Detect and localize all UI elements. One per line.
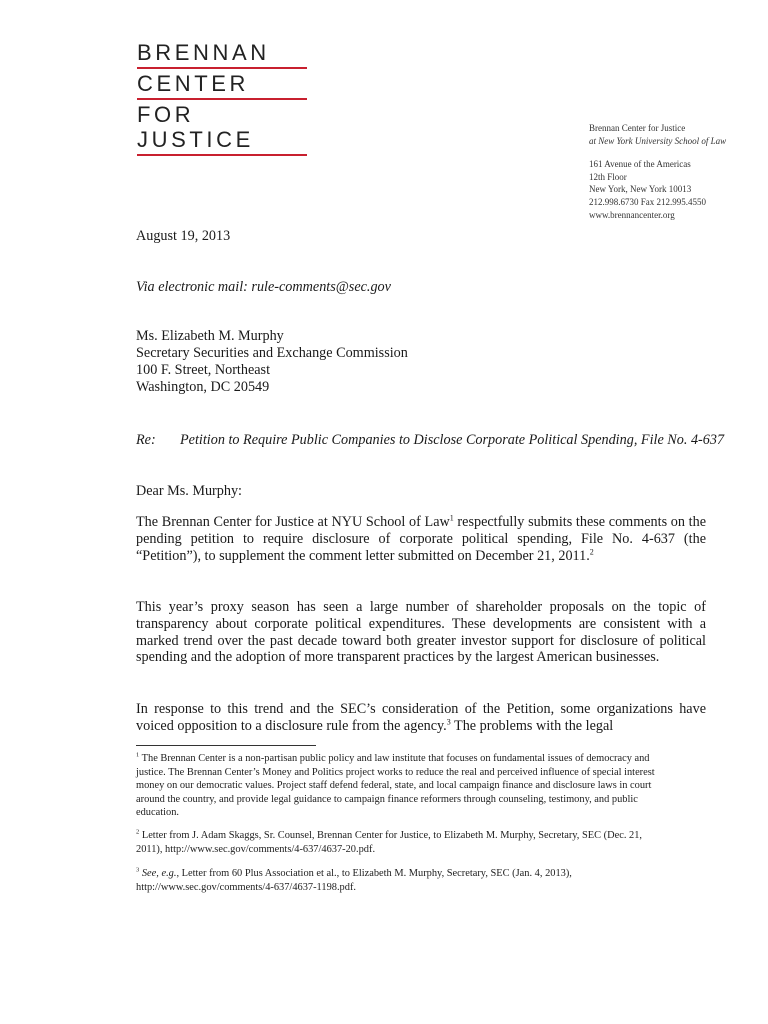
recipient-line: Secretary Securities and Exchange Commission (136, 345, 408, 361)
logo-line-1: BRENNAN (137, 40, 270, 65)
logo-line-2: CENTER (137, 71, 250, 96)
footnote-ref-1: 1 (449, 513, 454, 523)
subject-label: Re: (136, 432, 156, 448)
letterhead-address-line-1: 161 Avenue of the Americas (589, 159, 691, 170)
footnote-3 (136, 867, 656, 894)
footnote-text: The Brennan Center is a non-partisan public policy and law institute that focuses on fundamental issues of democracy and justice. The Brennan Center’s Money and Politics project works to reduce the real and perceived influence of special interest money on our democratic values. Project staff defend federal, state, and local campaign finance and disclosure laws in court around the country, and provide legal guidance to campaign finance reformers through counseling, testimony, and public education. (136, 753, 655, 819)
delivery-method: Via electronic mail: rule-comments@sec.gov (136, 279, 391, 295)
paragraph-1 (136, 514, 706, 564)
footnote-number: 2 (136, 828, 140, 836)
subject-line (136, 432, 724, 449)
logo-rule (137, 98, 307, 100)
footnote-text: Letter from J. Adam Skaggs, Sr. Counsel, Brennan Center for Justice, to Elizabeth M. Murphy, Secretary, SEC (Dec. 21, 2011), http://www.sec.gov/comments/4-637/4637-20.pdf. (136, 830, 643, 855)
footnote-number: 3 (136, 866, 140, 874)
letterhead-address (589, 122, 726, 221)
paragraph-2: This year’s proxy season has seen a large number of shareholder proposals on the topic of transparency about corporate political expenditures. These developments are consistent with a marked trend over the past decade toward both greater investor support for disclosure of political spending and the adoption of more transparent practices by the largest American businesses. (136, 599, 706, 666)
letter-date: August 19, 2013 (136, 228, 231, 244)
paragraph-text: respectfully submits these comments on the pending petition to require disclosure of corporate political spending, File No. 4-637 (the “Petition”), to supplement the comment letter submitted on December 21, 2011. (136, 514, 706, 564)
logo-rule (137, 67, 307, 69)
footnote-signal: See, e.g. (139, 868, 177, 879)
paragraph-3 (136, 701, 706, 735)
spacer (589, 147, 726, 158)
footnote-number: 1 (136, 751, 140, 759)
recipient-line: 100 F. Street, Northeast (136, 362, 271, 378)
footnote-ref-2: 2 (589, 546, 594, 556)
salutation: Dear Ms. Murphy: (136, 483, 242, 499)
letterhead-org: Brennan Center for Justice (589, 123, 686, 133)
letterhead-web: www.brennancenter.org (589, 209, 675, 220)
paragraph-text: The problems with the legal (450, 717, 614, 734)
letterhead-address-line-2: 12th Floor (589, 171, 627, 182)
logo-rule (137, 154, 307, 156)
footnote-2 (136, 829, 656, 856)
paragraph-text: The Brennan Center for Justice at NYU School of Law (136, 514, 450, 530)
letterhead-address-line-3: New York, New York 10013 (589, 184, 692, 195)
footnote-text: , Letter from 60 Plus Association et al., to Elizabeth M. Murphy, Secretary, SEC (Jan. 4, 2013), http://www.sec.gov/comments/4-637/4637-1198.pdf. (136, 868, 572, 893)
paragraph-text: In response to this trend and the SEC’s consideration of the Petition, some organizations have voiced opposition to a disclosure rule from the agency. (136, 701, 706, 734)
recipient-line: Ms. Elizabeth M. Murphy (136, 328, 284, 344)
footnote-ref-3: 3 (446, 717, 451, 727)
logo-line-3: FOR JUSTICE (137, 102, 254, 152)
footnote-1 (136, 752, 656, 820)
footnote-divider (136, 745, 316, 746)
recipient-block (136, 328, 408, 396)
letterhead-school: at New York University School of Law (589, 135, 727, 146)
subject-text: Petition to Require Public Companies to Disclose Corporate Political Spending, File No. 4-637 (180, 432, 725, 448)
recipient-line: Washington, DC 20549 (136, 379, 270, 395)
brennan-center-logo (137, 40, 307, 158)
letterhead-phone: 212.998.6730 Fax 212.995.4550 (589, 196, 706, 207)
